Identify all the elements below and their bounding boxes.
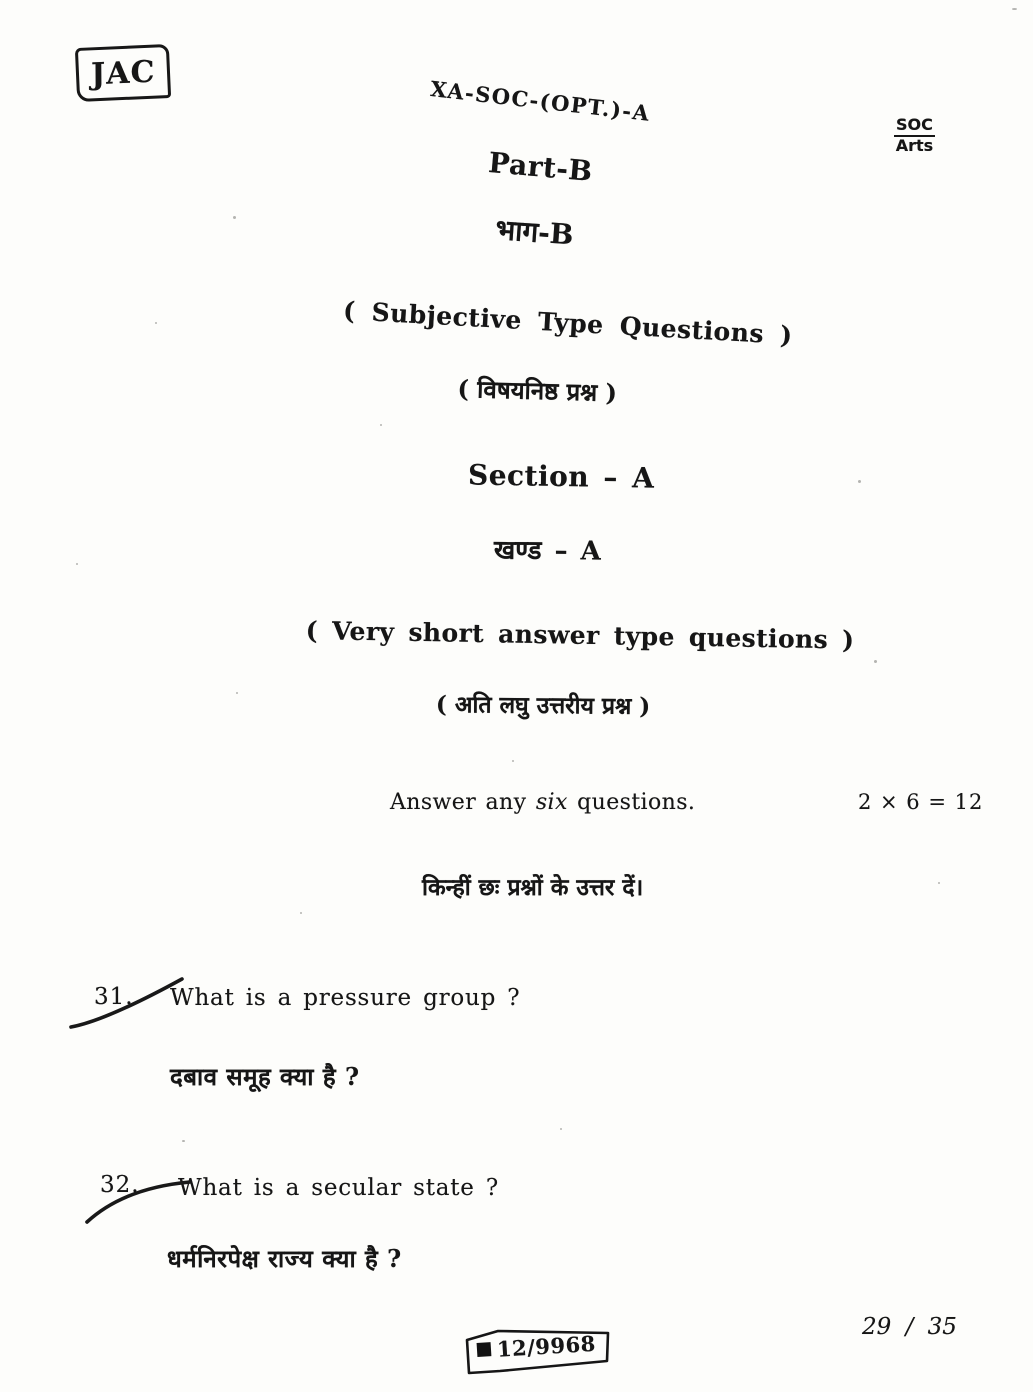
question-32-text-en: What is a secular state ? [178, 1175, 499, 1201]
scan-speck [560, 1128, 562, 1130]
booklet-code-marker-icon [477, 1342, 492, 1357]
instruction-hi: किन्हीं छः प्रश्नों के उत्तर दें। [422, 874, 644, 901]
subsection-title-hi: ( अति लघु उत्तरीय प्रश्न ) [435, 691, 651, 720]
booklet-code-text: 12/9968 [496, 1330, 597, 1362]
scan-speck [512, 760, 514, 762]
scan-speck [236, 692, 238, 694]
scan-speck [938, 882, 940, 884]
question-type-hi: ( विषयनिष्ठ प्रश्न ) [457, 373, 618, 408]
instruction-en-emphasis: six [535, 790, 568, 815]
jac-logo [75, 44, 171, 102]
subject-code [894, 116, 935, 156]
question-31-text-en: What is a pressure group ? [170, 985, 521, 1011]
scan-speck [380, 424, 382, 426]
question-32-number: 32. [100, 1172, 140, 1198]
scan-speck [300, 912, 302, 914]
scan-speck [76, 563, 78, 565]
question-32-text-hi: धर्मनिरपेक्ष राज्य क्या है ? [167, 1244, 402, 1273]
section-title-en: Section – A [467, 458, 655, 495]
instruction-en-prefix: Answer any [390, 790, 536, 815]
part-title-en: Part-B [487, 146, 595, 188]
question-31-number: 31. [94, 984, 134, 1010]
scan-speck [858, 480, 861, 483]
question-31-text-hi: दबाव समूह क्या है ? [170, 1062, 360, 1091]
scan-speck [155, 322, 157, 324]
section-title-hi: खण्ड – A [493, 535, 601, 567]
scan-speck [874, 660, 877, 663]
scan-speck [182, 1140, 185, 1142]
page-number: 29 / 35 [862, 1314, 957, 1340]
marks-scheme: 2 × 6 = 12 [858, 790, 984, 814]
part-title-hi: भाग-B [494, 212, 575, 252]
subject-code-top: SOC [894, 116, 935, 137]
paper-code: XA-SOC-(OPT.)-A [429, 76, 652, 126]
subsection-title-en: ( Very short answer type questions ) [305, 616, 855, 655]
scan-speck [1012, 8, 1017, 10]
instruction-en-suffix: questions. [567, 790, 696, 815]
question-type-en: ( Subjective Type Questions ) [342, 296, 794, 351]
scan-speck [233, 216, 236, 219]
subject-code-bottom: Arts [895, 136, 934, 156]
instruction-en [390, 790, 695, 815]
jac-logo-text: JAC [90, 54, 156, 92]
